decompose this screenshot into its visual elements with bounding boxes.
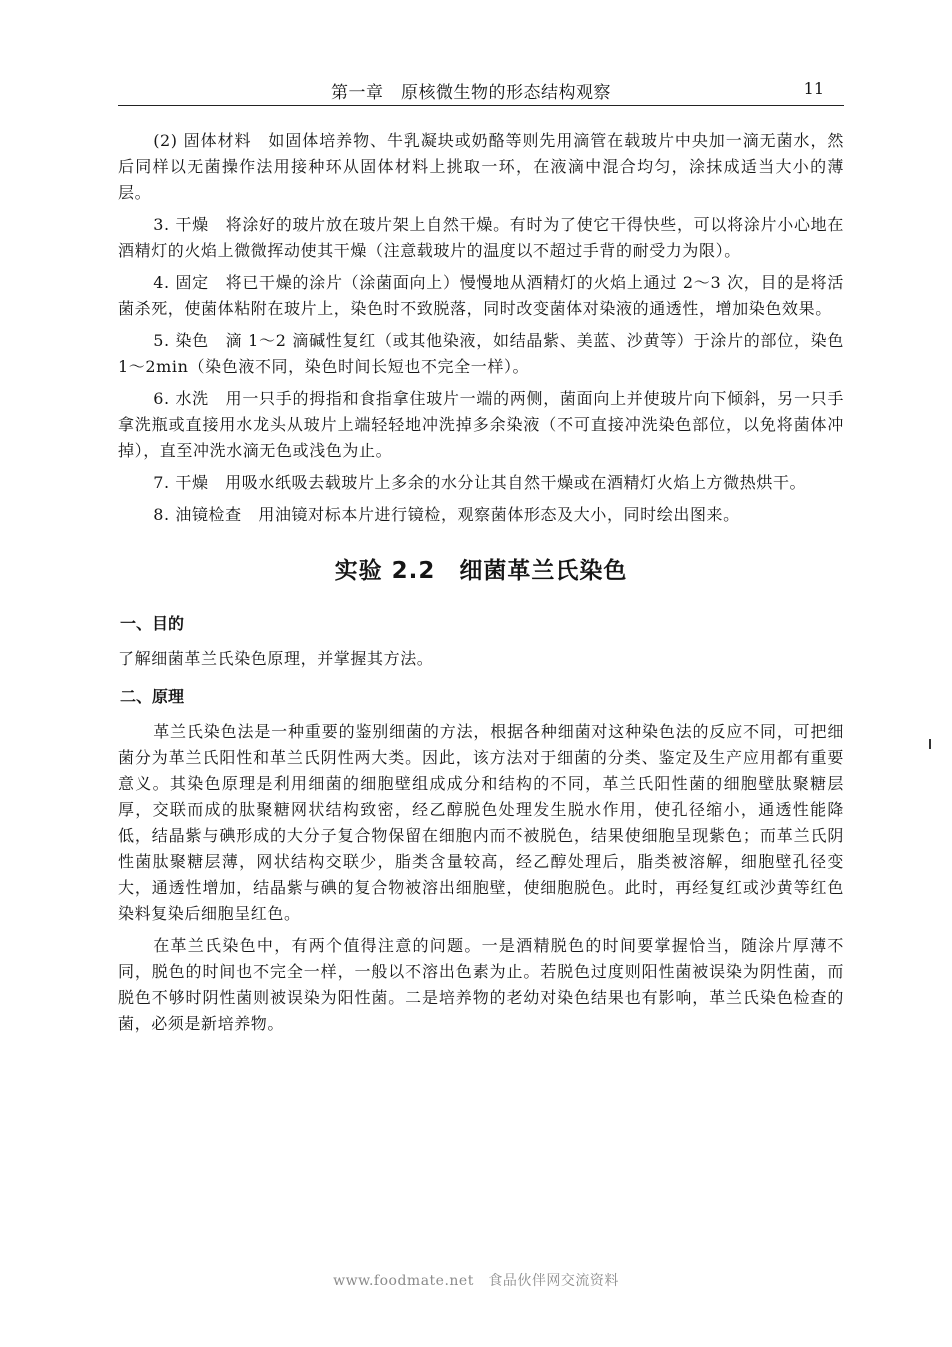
section-heading-purpose: 一、目的: [120, 614, 185, 633]
principle-paragraph: 在革兰氏染色中，有两个值得注意的问题。一是酒精脱色的时间要掌握恰当，随涂片厚薄不同，脱色的时间也不完全一样，一般以不溶出色素为止。若脱色过度则阳性菌被误染为阴性菌，而脱色不够时阴性菌则被误染为阳性菌。二是培养物的老幼对染色结果也有影响，革兰氏染色检查的菌，必须是新培养物。: [118, 936, 844, 1033]
step-paragraph: 7. 干燥 用吸水纸吸去载玻片上多余的水分让其自然干燥或在酒精灯火焰上方微热烘干。: [153, 473, 807, 492]
step-paragraph: 3. 干燥 将涂好的玻片放在玻片架上自然干燥。有时为了使它干得快些，可以将涂片小心地在酒精灯的火焰上微微挥动使其干燥（注意载玻片的温度以不超过手背的耐受力为限）。: [118, 215, 844, 260]
step-paragraph: 8. 油镜检查 用油镜对标本片进行镜检，观察菌体形态及大小，同时绘出图来。: [153, 505, 740, 524]
watermark-footer: www.foodmate.net 食品伙伴网交流资料: [333, 1273, 619, 1289]
step-paragraph: 4. 固定 将已干燥的涂片（涂菌面向上）慢慢地从酒精灯的火焰上通过 2～3 次，目的是将活菌杀死，使菌体粘附在玻片上，染色时不致脱落，同时改变菌体对染液的通透性，增加染色效果。: [118, 273, 844, 318]
principle-paragraph: 革兰氏染色法是一种重要的鉴别细菌的方法，根据各种细菌对这种染色法的反应不同，可把细菌分为革兰氏阳性和革兰氏阴性两大类。因此，该方法对于细菌的分类、鉴定及生产应用都有重要意义。其染色原理是利用细菌的细胞壁组成成分和结构的不同，革兰氏阳性菌的细胞壁肽聚糖层厚，交联而成的肽聚糖网状结构致密，经乙醇脱色处理发生脱水作用，使孔径缩小，通透性能降低，结晶紫与碘形成的大分子复合物保留在细胞内而不被脱色，结果使细胞呈现紫色；而革兰氏阴性菌肽聚糖层薄，网状结构交联少，脂类含量较高，经乙醇处理后，脂类被溶解，细胞壁孔径变大，通透性增加，结晶紫与碘的复合物被溶出细胞壁，使细胞脱色。此时，再经复红或沙黄等红色染料复染后细胞呈红色。: [118, 722, 844, 923]
purpose-text: 了解细菌革兰氏染色原理，并掌握其方法。: [118, 649, 434, 668]
step-paragraph: 6. 水洗 用一只手的拇指和食指拿住玻片一端的两侧，菌面向上并使玻片向下倾斜，另一只手拿洗瓶或直接用水龙头从玻片上端轻轻地冲洗掉多余染液（不可直接冲洗染色部位，以免将菌体冲掉），直至冲洗水滴无色或浅色为止。: [118, 389, 844, 460]
step-paragraph: 5. 染色 滴 1～2 滴碱性复红（或其他染液，如结晶紫、美蓝、沙黄等）于涂片的部位，染色 1～2min（染色液不同，染色时间长短也不完全一样）。: [118, 331, 844, 376]
page-body: [118, 128, 844, 1043]
step-paragraph: (2) 固体材料 如固体培养物、牛乳凝块或奶酪等则先用滴管在载玻片中央加一滴无菌水，然后同样以无菌操作法用接种环从固体材料上挑取一环，在液滴中混合均匀，涂抹成适当大小的薄层。: [118, 131, 844, 202]
page-number: 11: [803, 79, 824, 98]
chapter-title: 第一章 原核微生物的形态结构观察: [331, 83, 611, 103]
experiment-title: 实验 2.2 细菌革兰氏染色: [334, 558, 628, 584]
header-divider: [118, 105, 844, 106]
section-heading-principle: 二、原理: [120, 687, 185, 706]
margin-mark: [929, 739, 931, 749]
running-header: [118, 78, 844, 106]
